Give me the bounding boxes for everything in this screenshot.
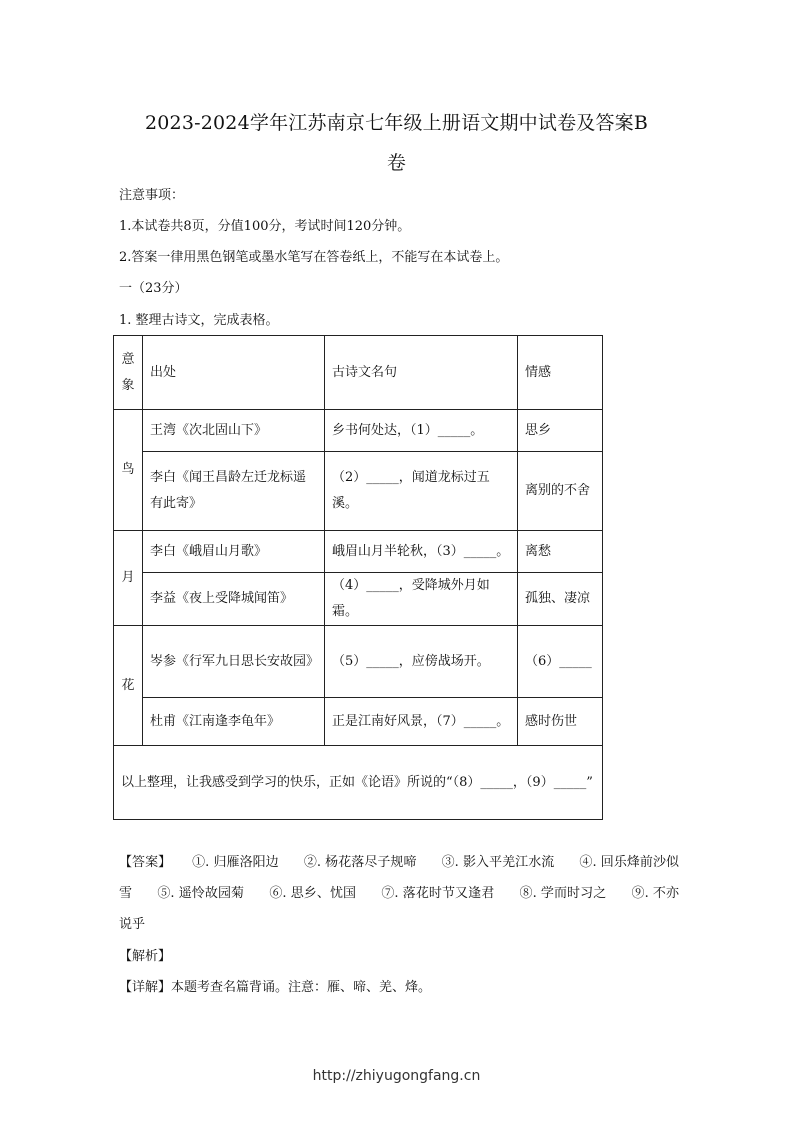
- line-cell: （2）_____，闻道龙标过五溪。: [325, 452, 518, 531]
- header-line: 古诗文名句: [325, 336, 518, 410]
- table-row: [114, 573, 603, 626]
- question-1: 1. 整理古诗文，完成表格。: [119, 313, 279, 328]
- line-cell: 乡书何处达，（1）_____。: [325, 410, 518, 452]
- answer-item: ⑧. 学而时习之: [519, 886, 607, 901]
- answer-item: ⑨. 不亦说乎: [119, 886, 679, 932]
- answer-label: 【答案】: [119, 855, 172, 870]
- header-source: 出处: [143, 336, 325, 410]
- document-title: [90, 103, 703, 183]
- source-cell: 李白《闻王昌龄左迁龙标遥有此寄》: [143, 452, 325, 531]
- source-cell: 李白《峨眉山月歌》: [143, 531, 325, 573]
- table-row: [114, 452, 603, 531]
- note-1: 1.本试卷共8页，分值100分，考试时间120分钟。: [119, 219, 411, 234]
- table-row: [114, 531, 603, 573]
- answer-item: ③. 影入平羌江水流: [441, 855, 555, 870]
- header-emotion: 情感: [518, 336, 603, 410]
- answer-item: ①. 归雁洛阳边: [192, 855, 279, 870]
- table-row: [114, 410, 603, 452]
- line-cell: （5）_____，应傍战场开。: [325, 626, 518, 698]
- emotion-cell: （6）_____: [518, 626, 603, 698]
- image-cell: 鸟: [114, 410, 143, 531]
- answer-item: ⑥. 思乡、忧国: [269, 886, 357, 901]
- line-cell: （4）_____，受降城外月如霜。: [325, 573, 518, 626]
- table-summary-row: [114, 746, 603, 820]
- section-heading: 一（23分）: [119, 281, 188, 296]
- table-header-row: [114, 336, 603, 410]
- emotion-cell: 思乡: [518, 410, 603, 452]
- emotion-cell: 感时伤世: [518, 698, 603, 746]
- footer-url[interactable]: http://zhiyugongfang.cn: [312, 1068, 481, 1084]
- image-cell: 月: [114, 531, 143, 626]
- title-line-2: 卷: [386, 152, 407, 174]
- source-cell: 李益《夜上受降城闻笛》: [143, 573, 325, 626]
- answer-item: ②. 杨花落尽子规啼: [303, 855, 417, 870]
- table-row: [114, 698, 603, 746]
- header-image: 意象: [114, 336, 143, 410]
- note-2: 2.答案一律用黑色钢笔或墨水笔写在答卷纸上，不能写在本试卷上。: [119, 250, 509, 265]
- source-cell: 杜甫《江南逢李龟年》: [143, 698, 325, 746]
- source-cell: 岑参《行军九日思长安故园》: [143, 626, 325, 698]
- emotion-cell: 孤独、凄凉: [518, 573, 603, 626]
- emotion-cell: 离愁: [518, 531, 603, 573]
- poem-table: [113, 335, 603, 820]
- emotion-cell: 离别的不舍: [518, 452, 603, 531]
- title-line-1: 2023-2024学年江苏南京七年级上册语文期中试卷及答案B: [144, 112, 649, 134]
- line-cell: 峨眉山月半轮秋，（3）_____。: [325, 531, 518, 573]
- notes-heading: 注意事项：: [119, 188, 185, 203]
- answer-item: ④. 回乐烽前沙似雪: [119, 855, 680, 901]
- table-row: [114, 626, 603, 698]
- analysis-label: 【解析】: [119, 949, 172, 964]
- answer-item: ⑦. 落花时节又逢君: [381, 886, 495, 901]
- source-cell: 王湾《次北固山下》: [143, 410, 325, 452]
- answer-block: [119, 847, 679, 940]
- summary-cell: 以上整理，让我感受到学习的快乐，正如《论语》所说的“（8）_____，（9）_____”: [114, 746, 603, 820]
- line-cell: 正是江南好风景，（7）_____。: [325, 698, 518, 746]
- answer-item: ⑤. 遥怜故园菊: [157, 886, 245, 901]
- image-cell: 花: [114, 626, 143, 746]
- detail-text: 【详解】本题考查名篇背诵。注意：雁、啼、羌、烽。: [119, 980, 432, 995]
